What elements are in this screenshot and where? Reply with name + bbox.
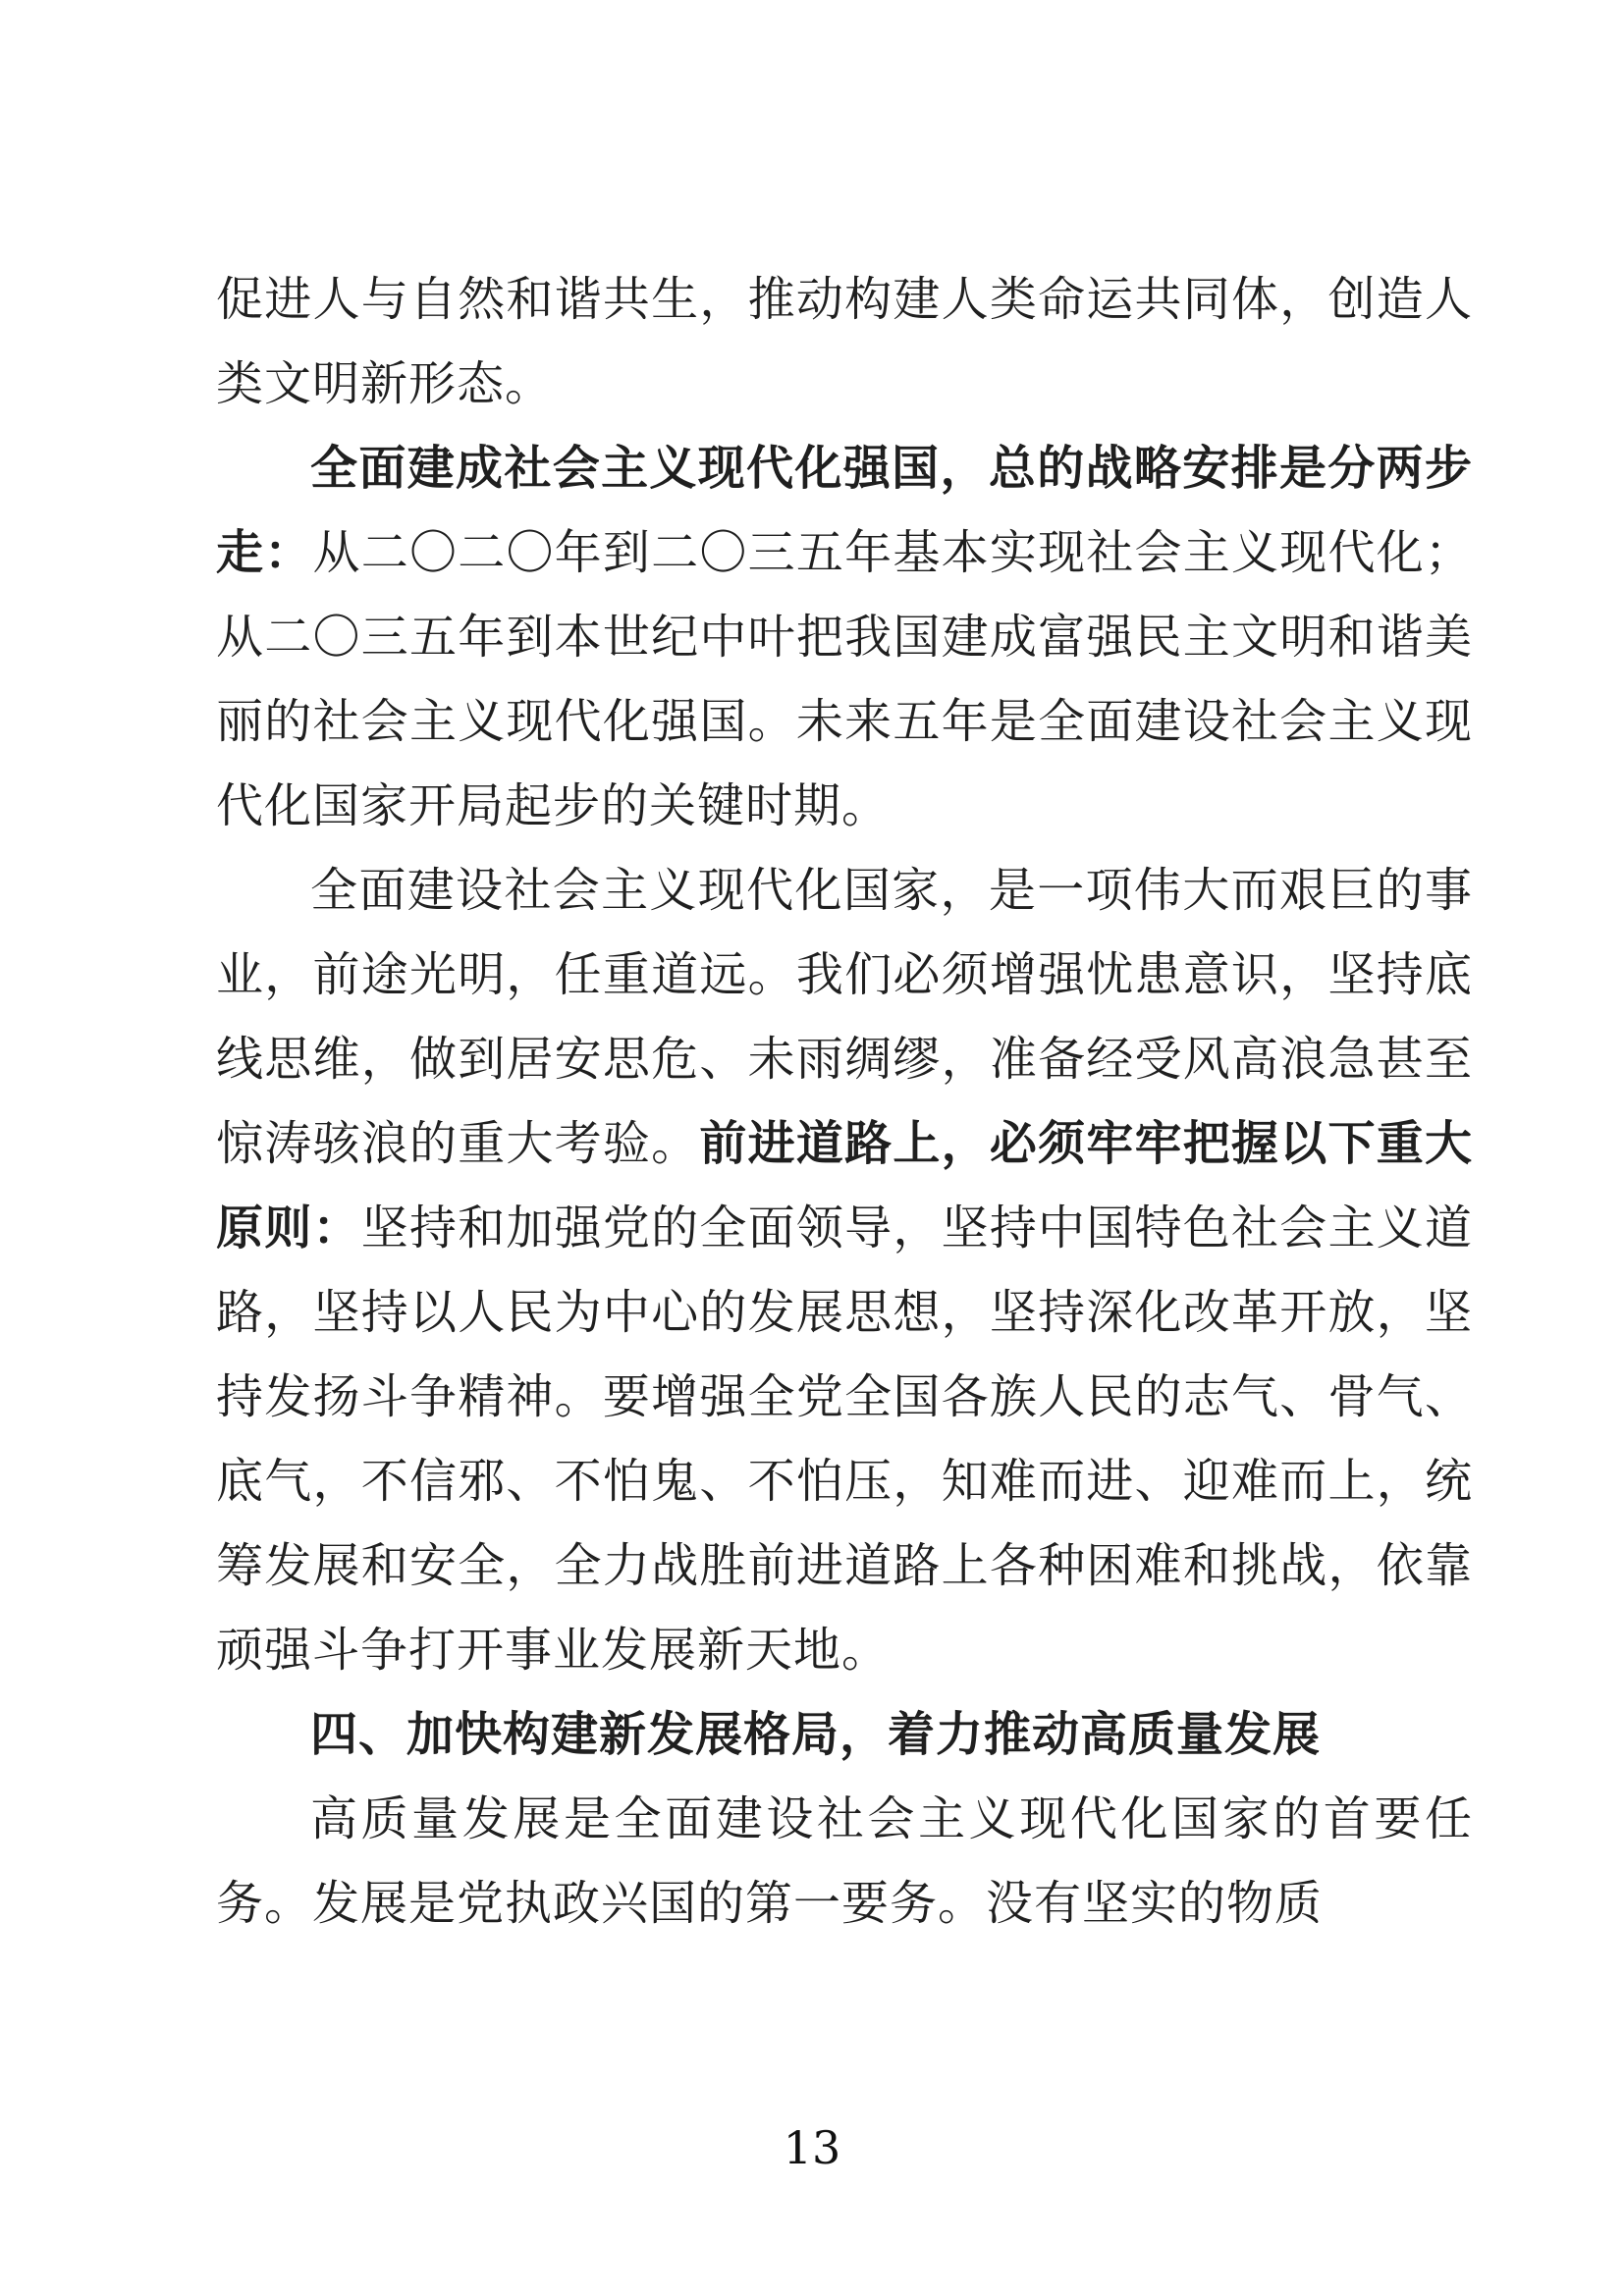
body-text-run: 从二〇二〇年到二〇三五年基本实现社会主义现代化；从二〇三五年到本世纪中叶把我国建成富强民主文明和谐美丽的社会主义现代化强国。未来五年是全面建设社会主义现代化国家开局起步的关键时期。 <box>216 525 1473 833</box>
section-heading <box>216 1692 1473 1777</box>
page-footer <box>0 2118 1624 2177</box>
paragraph-major-principles <box>216 848 1473 1692</box>
bold-text-run: 全面建成社会主义现代化强国，总的战略安排是分两步走： <box>216 441 1473 580</box>
page-body <box>216 257 1473 1946</box>
paragraph-high-quality-development <box>216 1777 1473 1946</box>
body-text-run: 全面建设社会主义现代化国家，是一项伟大而艰巨的事业，前途光明，任重道远。我们必须增强忧患意识，坚持底线思维，做到居安思危、未雨绸缪，准备经受风高浪急甚至惊涛骇浪的重大考验。 <box>216 863 1473 1171</box>
body-text-run: 坚持和加强党的全面领导，坚持中国特色社会主义道路，坚持以人民为中心的发展思想，坚持深化改革开放，坚持发扬斗争精神。要增强全党全国各族人民的志气、骨气、底气，不信邪、不怕鬼、不怕压，知难而进、迎难而上，统筹发展和安全，全力战胜前进道路上各种困难和挑战，依靠顽强斗争打开事业发展新天地。 <box>216 1201 1473 1678</box>
body-text-run: 高质量发展是全面建设社会主义现代化国家的首要任务。发展是党执政兴国的第一要务。没有坚实的物质 <box>216 1791 1473 1931</box>
paragraph-continuation <box>216 257 1473 426</box>
page-number: 13 <box>783 2121 841 2174</box>
section-heading-text: 四、加快构建新发展格局，着力推动高质量发展 <box>310 1707 1322 1762</box>
paragraph-two-step-strategy <box>216 426 1473 848</box>
bold-text-run: 前进道路上，必须牢牢把握以下重大原则： <box>216 1116 1473 1255</box>
body-text-run: 促进人与自然和谐共生，推动构建人类命运共同体，创造人类文明新形态。 <box>216 272 1473 411</box>
